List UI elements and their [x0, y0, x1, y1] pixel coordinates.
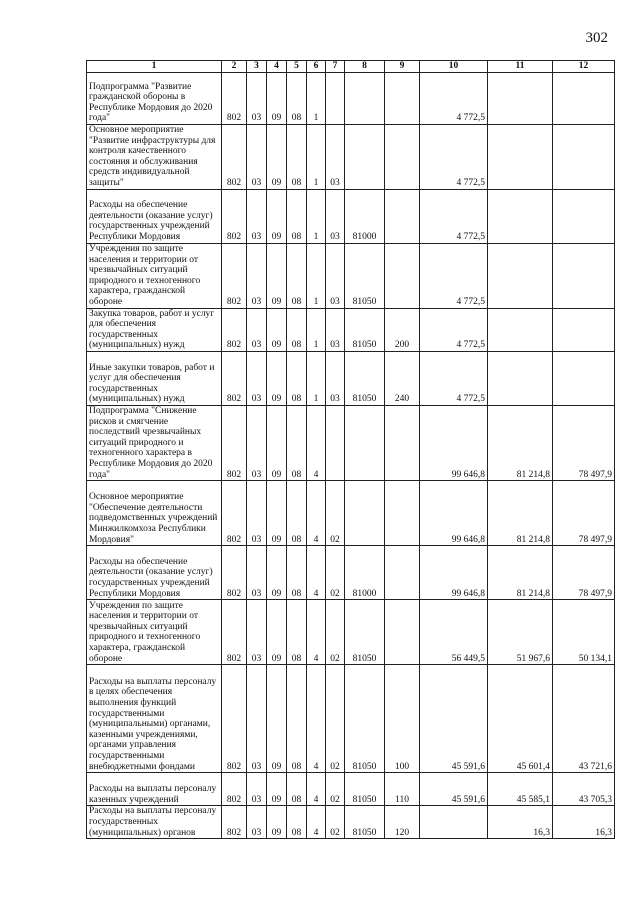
cell-program: 08: [287, 243, 307, 308]
cell-amount-3: 43 705,3: [553, 773, 615, 806]
cell-subsection: 09: [267, 665, 287, 773]
header-cell: 1: [87, 61, 222, 73]
cell-subprogram: 4: [307, 806, 326, 839]
cell-amount-3: [553, 125, 615, 190]
table-row: [87, 189, 615, 243]
row-name: Подпрограмма "Развитие гражданской обороны в Республике Мордовия до 2020 года": [87, 73, 222, 125]
cell-program: 08: [287, 351, 307, 405]
budget-table: [86, 60, 615, 839]
cell-section: 03: [247, 243, 267, 308]
row-name: Расходы на выплаты персоналу государственных (муниципальных) органов: [87, 806, 222, 839]
cell-activity: 02: [326, 773, 345, 806]
cell-ministry: 802: [222, 73, 247, 125]
cell-expense-type: [385, 481, 420, 546]
cell-subsection: 09: [267, 308, 287, 351]
cell-amount-2: 81 214,8: [488, 546, 553, 600]
cell-activity: 02: [326, 481, 345, 546]
cell-section: 03: [247, 665, 267, 773]
cell-subsection: 09: [267, 481, 287, 546]
cell-amount-3: 16,3: [553, 806, 615, 839]
cell-direction: 81050: [345, 806, 385, 839]
cell-subsection: 09: [267, 351, 287, 405]
table-row: [87, 405, 615, 480]
cell-ministry: 802: [222, 405, 247, 480]
cell-program: 08: [287, 308, 307, 351]
cell-section: 03: [247, 546, 267, 600]
cell-amount-2: [488, 308, 553, 351]
cell-subsection: 09: [267, 806, 287, 839]
header-cell: 3: [247, 61, 267, 73]
cell-program: 08: [287, 600, 307, 665]
cell-subprogram: 4: [307, 600, 326, 665]
table-row: [87, 125, 615, 190]
cell-ministry: 802: [222, 665, 247, 773]
table-row: [87, 351, 615, 405]
cell-ministry: 802: [222, 243, 247, 308]
cell-subsection: 09: [267, 546, 287, 600]
cell-activity: 03: [326, 243, 345, 308]
cell-amount-2: 81 214,8: [488, 481, 553, 546]
cell-subprogram: 4: [307, 665, 326, 773]
cell-section: 03: [247, 773, 267, 806]
cell-section: 03: [247, 351, 267, 405]
cell-expense-type: 120: [385, 806, 420, 839]
header-cell: 11: [488, 61, 553, 73]
cell-subprogram: 4: [307, 546, 326, 600]
cell-amount-1: 4 772,5: [420, 243, 488, 308]
cell-expense-type: 240: [385, 351, 420, 405]
cell-program: 08: [287, 546, 307, 600]
cell-subprogram: 4: [307, 405, 326, 480]
cell-amount-2: 51 967,6: [488, 600, 553, 665]
row-name: Учреждения по защите населения и территории от чрезвычайных ситуаций природного и техногенного характера, гражданской обороне: [87, 243, 222, 308]
cell-direction: [345, 481, 385, 546]
cell-program: 08: [287, 73, 307, 125]
cell-amount-3: 78 497,9: [553, 546, 615, 600]
cell-activity: 02: [326, 806, 345, 839]
table-row: [87, 243, 615, 308]
cell-program: 08: [287, 405, 307, 480]
cell-section: 03: [247, 73, 267, 125]
cell-activity: 03: [326, 125, 345, 190]
cell-direction: 81050: [345, 243, 385, 308]
cell-expense-type: [385, 189, 420, 243]
cell-subsection: 09: [267, 600, 287, 665]
row-name: Учреждения по защите населения и территории от чрезвычайных ситуаций природного и техногенного характера, гражданской обороне: [87, 600, 222, 665]
cell-subprogram: 1: [307, 243, 326, 308]
cell-amount-2: 45 601,4: [488, 665, 553, 773]
cell-expense-type: 110: [385, 773, 420, 806]
cell-section: 03: [247, 125, 267, 190]
cell-expense-type: 200: [385, 308, 420, 351]
cell-expense-type: [385, 125, 420, 190]
cell-activity: 03: [326, 308, 345, 351]
header-cell: 4: [267, 61, 287, 73]
header-cell: 6: [307, 61, 326, 73]
table-row: [87, 73, 615, 125]
row-name: Закупка товаров, работ и услуг для обеспечения государственных (муниципальных) нужд: [87, 308, 222, 351]
cell-expense-type: [385, 243, 420, 308]
cell-subsection: 09: [267, 189, 287, 243]
cell-direction: 81050: [345, 600, 385, 665]
cell-program: 08: [287, 481, 307, 546]
header-row: [87, 61, 615, 73]
cell-amount-1: 99 646,8: [420, 481, 488, 546]
header-cell: 9: [385, 61, 420, 73]
cell-amount-2: [488, 189, 553, 243]
cell-amount-1: 4 772,5: [420, 189, 488, 243]
header-cell: 10: [420, 61, 488, 73]
cell-section: 03: [247, 308, 267, 351]
cell-ministry: 802: [222, 351, 247, 405]
cell-program: 08: [287, 773, 307, 806]
cell-direction: 81050: [345, 665, 385, 773]
cell-ministry: 802: [222, 600, 247, 665]
cell-amount-1: 56 449,5: [420, 600, 488, 665]
table-row: [87, 546, 615, 600]
cell-amount-1: [420, 806, 488, 839]
page-number: 302: [585, 30, 608, 46]
cell-section: 03: [247, 481, 267, 546]
cell-direction: 81050: [345, 351, 385, 405]
row-name: Основное мероприятие "Обеспечение деятельности подведомственных учреждений Минжилкомхоза Республики Мордовия": [87, 481, 222, 546]
cell-ministry: 802: [222, 481, 247, 546]
cell-ministry: 802: [222, 308, 247, 351]
cell-amount-1: 45 591,6: [420, 773, 488, 806]
cell-amount-2: [488, 351, 553, 405]
table-row: [87, 481, 615, 546]
cell-amount-3: 43 721,6: [553, 665, 615, 773]
cell-amount-3: [553, 308, 615, 351]
cell-subprogram: 1: [307, 189, 326, 243]
header-cell: 5: [287, 61, 307, 73]
cell-section: 03: [247, 405, 267, 480]
cell-amount-3: [553, 73, 615, 125]
cell-amount-1: 99 646,8: [420, 546, 488, 600]
cell-expense-type: [385, 405, 420, 480]
cell-activity: 02: [326, 546, 345, 600]
row-name: Расходы на выплаты персоналу казенных учреждений: [87, 773, 222, 806]
table-row: [87, 665, 615, 773]
cell-expense-type: [385, 73, 420, 125]
cell-ministry: 802: [222, 546, 247, 600]
cell-ministry: 802: [222, 189, 247, 243]
table-row: [87, 806, 615, 839]
cell-subsection: 09: [267, 73, 287, 125]
cell-activity: 02: [326, 600, 345, 665]
cell-program: 08: [287, 806, 307, 839]
cell-ministry: 802: [222, 125, 247, 190]
cell-activity: 03: [326, 189, 345, 243]
header-cell: 7: [326, 61, 345, 73]
cell-expense-type: [385, 600, 420, 665]
cell-subsection: 09: [267, 243, 287, 308]
header-cell: 12: [553, 61, 615, 73]
cell-amount-2: 16,3: [488, 806, 553, 839]
cell-section: 03: [247, 189, 267, 243]
cell-amount-3: [553, 243, 615, 308]
cell-subprogram: 4: [307, 481, 326, 546]
header-cell: 2: [222, 61, 247, 73]
cell-subprogram: 1: [307, 351, 326, 405]
cell-amount-1: 45 591,6: [420, 665, 488, 773]
cell-direction: 81000: [345, 189, 385, 243]
cell-subsection: 09: [267, 405, 287, 480]
cell-section: 03: [247, 600, 267, 665]
cell-activity: 03: [326, 351, 345, 405]
cell-direction: 81000: [345, 546, 385, 600]
cell-direction: [345, 73, 385, 125]
cell-amount-1: 99 646,8: [420, 405, 488, 480]
cell-amount-3: 78 497,9: [553, 405, 615, 480]
row-name: Расходы на выплаты персоналу в целях обеспечения выполнения функций государственными (муниципальными) органами, казенными учреждениями, органами управления государственными внебюджетными фондами: [87, 665, 222, 773]
cell-direction: [345, 125, 385, 190]
cell-program: 08: [287, 189, 307, 243]
cell-amount-3: [553, 351, 615, 405]
cell-amount-2: 81 214,8: [488, 405, 553, 480]
cell-direction: 81050: [345, 773, 385, 806]
cell-amount-1: 4 772,5: [420, 308, 488, 351]
table-row: [87, 773, 615, 806]
header-cell: 8: [345, 61, 385, 73]
cell-section: 03: [247, 806, 267, 839]
cell-amount-2: [488, 243, 553, 308]
cell-activity: 02: [326, 665, 345, 773]
table-row: [87, 308, 615, 351]
table-row: [87, 600, 615, 665]
cell-amount-3: [553, 189, 615, 243]
cell-activity: [326, 405, 345, 480]
cell-subprogram: 1: [307, 125, 326, 190]
cell-expense-type: [385, 546, 420, 600]
cell-ministry: 802: [222, 806, 247, 839]
row-name: Расходы на обеспечение деятельности (оказание услуг) государственных учреждений Республики Мордовия: [87, 546, 222, 600]
cell-amount-1: 4 772,5: [420, 73, 488, 125]
cell-amount-1: 4 772,5: [420, 351, 488, 405]
cell-subprogram: 4: [307, 773, 326, 806]
cell-direction: 81050: [345, 308, 385, 351]
row-name: Подпрограмма "Снижение рисков и смягчение последствий чрезвычайных ситуаций природного и техногенного характера в Республике Мордовия до 2020 года": [87, 405, 222, 480]
row-name: Основное мероприятие "Развитие инфраструктуры для контроля качественного состояния и обслуживания средств индивидуальной защиты": [87, 125, 222, 190]
cell-subprogram: 1: [307, 73, 326, 125]
cell-activity: [326, 73, 345, 125]
cell-amount-2: 45 585,1: [488, 773, 553, 806]
cell-program: 08: [287, 125, 307, 190]
row-name: Иные закупки товаров, работ и услуг для обеспечения государственных (муниципальных) нужд: [87, 351, 222, 405]
cell-amount-2: [488, 73, 553, 125]
row-name: Расходы на обеспечение деятельности (оказание услуг) государственных учреждений Республики Мордовия: [87, 189, 222, 243]
cell-amount-2: [488, 125, 553, 190]
cell-subsection: 09: [267, 773, 287, 806]
cell-expense-type: 100: [385, 665, 420, 773]
cell-amount-3: 50 134,1: [553, 600, 615, 665]
cell-subsection: 09: [267, 125, 287, 190]
cell-amount-3: 78 497,9: [553, 481, 615, 546]
cell-subprogram: 1: [307, 308, 326, 351]
cell-amount-1: 4 772,5: [420, 125, 488, 190]
cell-direction: [345, 405, 385, 480]
cell-program: 08: [287, 665, 307, 773]
cell-ministry: 802: [222, 773, 247, 806]
